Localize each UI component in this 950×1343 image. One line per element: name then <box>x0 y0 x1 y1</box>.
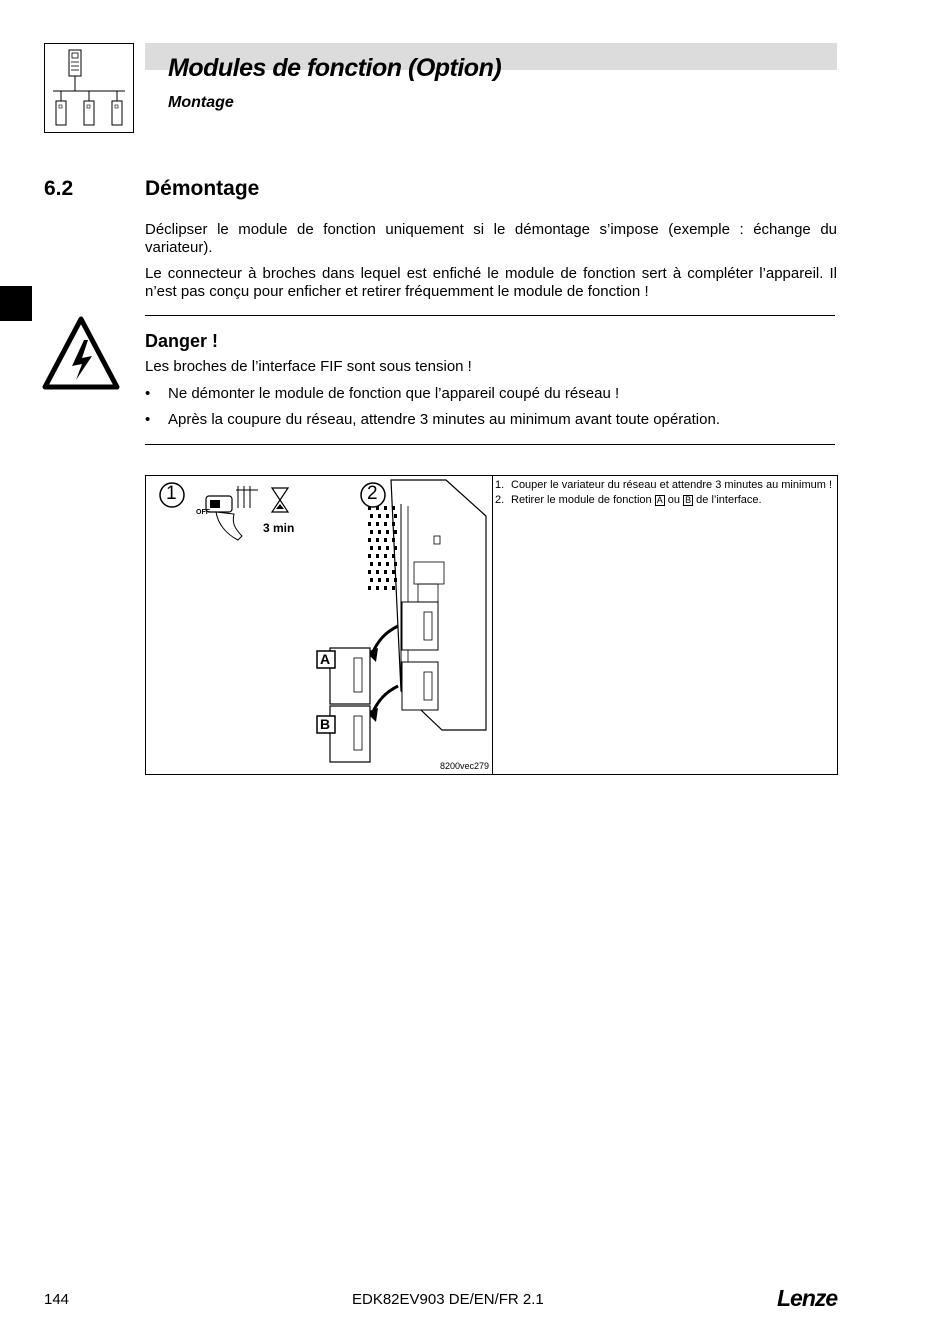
off-switch-label: OFF <box>196 509 210 516</box>
step-1-number: 1 <box>166 483 177 504</box>
danger-bottom-rule <box>145 444 835 445</box>
page-title: Modules de fonction (Option) <box>168 54 502 82</box>
page-number: 144 <box>44 1291 70 1308</box>
chapter-tab-marker <box>0 286 32 321</box>
module-b-ref: B <box>685 495 692 505</box>
function-module-network-icon <box>45 44 133 132</box>
module-b-label: B <box>320 716 331 732</box>
brand-logo: Lenze <box>777 1285 838 1311</box>
section-title: Démontage <box>145 177 260 200</box>
module-a-ref: A <box>656 495 663 505</box>
figure-code: 8200vec279 <box>440 761 490 771</box>
instruction-step: 1. Couper le variateur du réseau et attendre 3 minutes au minimum ! <box>495 479 832 491</box>
paragraph-1: Déclipser le module de fonction uniquement si le démontage s’impose (exemple : échange du variateur). <box>145 221 837 256</box>
danger-bullet-text: Ne démonter le module de fonction que l’appareil coupé du réseau ! <box>168 385 620 402</box>
danger-text: Les broches de l’interface FIF sont sous tension ! <box>145 358 472 375</box>
wait-time-label: 3 min <box>263 521 295 535</box>
high-voltage-warning-icon <box>42 316 120 390</box>
paragraph-2: Le connecteur à broches dans lequel est enfiché le module de fonction sert à compléter l’appareil. Il n’est pas conçu pour enficher et retirer fréquemment le module de fonction ! <box>145 265 837 300</box>
module-a-label: A <box>320 651 331 667</box>
chapter-icon-box <box>44 43 134 133</box>
step-2-number: 2 <box>367 483 378 504</box>
danger-title: Danger ! <box>145 331 219 351</box>
instruction-step: 2. Retirer le module de fonction A ou B de l’interface. <box>495 494 762 506</box>
page-subtitle: Montage <box>168 94 234 111</box>
document-code: EDK82EV903 DE/EN/FR 2.1 <box>352 1291 544 1308</box>
section-number: 6.2 <box>44 177 74 200</box>
danger-top-rule <box>145 315 835 316</box>
danger-bullet-text: Après la coupure du réseau, attendre 3 minutes au minimum avant toute opération. <box>168 411 720 428</box>
figure-divider <box>492 475 493 775</box>
removal-illustration <box>146 476 491 774</box>
